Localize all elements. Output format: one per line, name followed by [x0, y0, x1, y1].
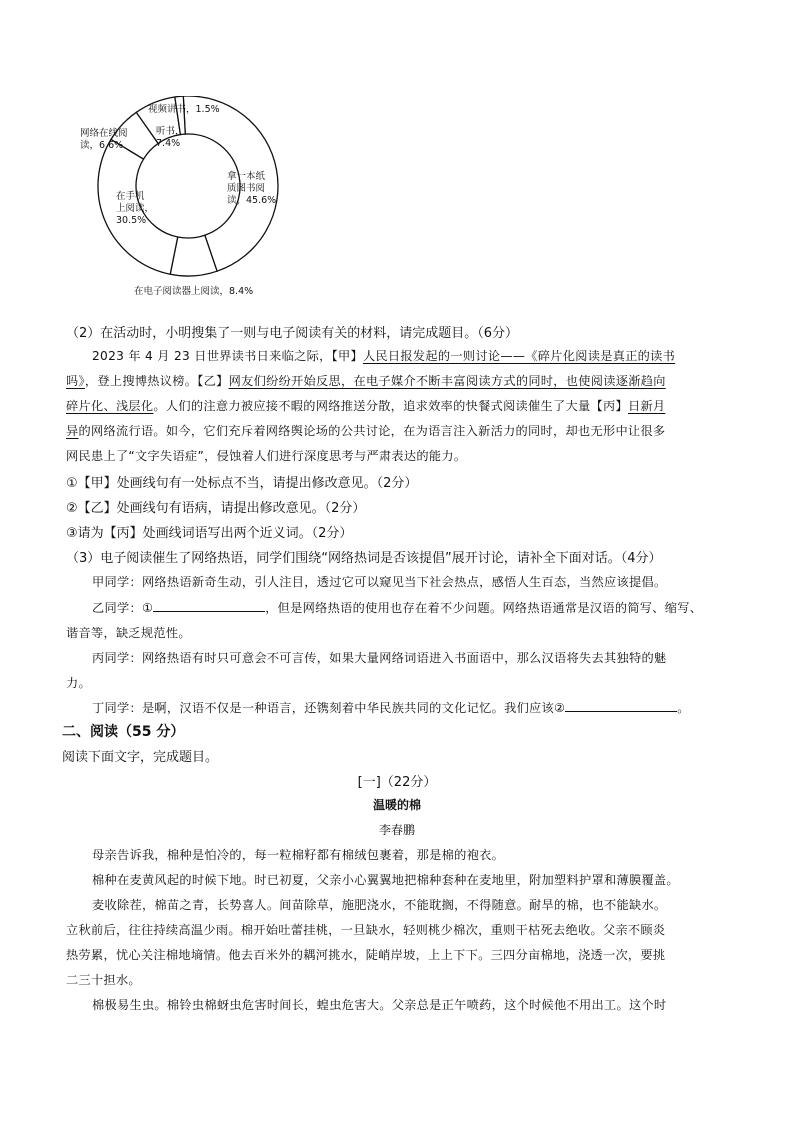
- q2-passage-line: [66, 422, 734, 439]
- donut-label: 在电子阅读器上阅读，8.4%: [134, 286, 254, 297]
- q2-sub1: ①【甲】处画线句有一处标点不当，请提出修改意见。（2分）: [66, 476, 418, 491]
- q2-sub3: ③请为【丙】处画线词语写出两个近义词。（2分）: [66, 526, 353, 541]
- q2-passage-line: 网民患上了“文字失语症”，侵蚀着人们进行深度思考与严肃表达的能力。: [66, 449, 467, 463]
- donut-label: 视频讲书，1.5%: [148, 104, 220, 115]
- article-paragraph: 棉种在麦黄风起的时候下地。时已初夏，父亲小心翼翼地把棉种套种在麦地里，附加塑料护罩和薄膜覆盖。: [92, 873, 679, 887]
- article-paragraph-cont: 立秋前后，往往持续高温少雨。棉开始吐蕾挂桃，一旦缺水，轻则桃少棉次，重则干枯死去绝收。父亲不顾炎: [66, 923, 666, 937]
- q2-jia-underline: 人民日报发起的一则讨论——《碎片化阅读是真正的读书: [362, 349, 676, 363]
- article-author: 李春鹏: [378, 823, 415, 837]
- q2-yi-underline: 碎片化、浅层化: [66, 399, 154, 413]
- q3-ding-end: 。: [677, 701, 690, 715]
- q2-yi-underline: 网友们纷纷开始反思，在电子媒介不断丰富阅读方式的同时，也使阅读逐渐趋向: [228, 374, 666, 388]
- donut-label: 拿一本纸: [227, 171, 266, 182]
- q2-text: ，登上搜博热议榜。【乙】: [84, 374, 229, 388]
- q2-text: 的网络流行语。如今，它们充斥着网络舆论场的公共讨论，在为语言注入新活力的同时，却也无形中让很多: [78, 424, 666, 438]
- article-paragraph-cont: 二三十担水。: [66, 973, 141, 987]
- section-instruction: 阅读下面文字，完成题目。: [62, 750, 219, 765]
- article-paragraph: 母亲告诉我，棉种是怕冷的，每一粒棉籽都有棉绒包裹着，那是棉的袍衣。: [92, 848, 505, 862]
- q2-bing-underline: 异: [66, 424, 79, 438]
- q2-passage-line: [66, 397, 734, 414]
- q2-passage-line: [66, 372, 734, 389]
- article-paragraph-cont: 热劳累，忧心关注棉地墒情。他去百米外的耦河挑水，陡峭岸坡，上上下下。三四分亩棉地，浇透一次，要挑: [66, 948, 666, 962]
- article-title: 温暖的棉: [372, 798, 421, 812]
- answer-blank-1[interactable]: [153, 599, 265, 612]
- donut-label: 上阅读，: [116, 203, 155, 214]
- q3-ding-text: 丁同学：是啊，汉语不仅是一种语言，还镌刻着中华民族共同的文化记忆。我们应该②: [92, 701, 566, 715]
- section-title: 二、阅读（55 分）: [62, 724, 185, 740]
- q2-bing-underline: 日新月: [627, 399, 666, 413]
- reading-methods-donut-chart: [70, 96, 290, 302]
- q2-text: 。人们的注意力被应接不暇的网络推送分散，追求效率的快餐式阅读催生了大量【丙】: [153, 399, 628, 413]
- q2-text: 2023 年 4 月 23 日世界读书日来临之际，【甲】: [92, 349, 363, 363]
- q3-bing: 丙同学：网络热语有时只可意会不可言传，如果大量网络词语进入书面语中，那么汉语将失去其独特的魅: [92, 651, 667, 665]
- donut-label: 听书，: [156, 126, 185, 137]
- q3-ding: [92, 699, 734, 716]
- q3-yi-cont: 谐音等，缺乏规范性。: [66, 626, 191, 640]
- answer-blank-2[interactable]: [565, 699, 677, 712]
- donut-label: 30.5%: [116, 215, 147, 226]
- donut-label: 在手机: [116, 191, 145, 202]
- q2-sub2: ②【乙】处画线句有语病，请提出修改意见。（2分）: [66, 501, 366, 516]
- donut-label: 质图书阅: [227, 183, 266, 194]
- q3-bing-cont: 力。: [66, 676, 91, 690]
- donut-label: 7.4%: [156, 138, 181, 149]
- q3-yi-label: 乙同学：①: [92, 601, 154, 615]
- q3-yi-text: ，但是网络热语的使用也存在着不少问题。网络热语通常是汉语的简写、缩写、: [265, 601, 703, 615]
- article-paragraph: 麦收除茬，棉苗之青，长势喜人。间苗除草，施肥浇水，不能耽搁，不得随意。耐旱的棉，也不能缺水。: [92, 898, 667, 912]
- q3-yi: [92, 599, 734, 616]
- q2-passage-line: [92, 347, 734, 364]
- part-label: [一]（22分）: [357, 775, 437, 790]
- article-paragraph: 棉极易生虫。棉铃虫棉蚜虫危害时间长，蝗虫危害大。父亲总是正午喷药，这个时候他不用出工。这个时: [92, 998, 667, 1012]
- donut-label: 读，45.6%: [227, 195, 277, 206]
- q3-jia: 甲同学：网络热语新奇生动，引人注目，透过它可以窥见当下社会热点，感悟人生百态，当然应该提倡。: [92, 575, 667, 589]
- donut-label: 读，6.6%: [80, 140, 124, 151]
- q3-prompt: （3）电子阅读催生了网络热语，同学们围绕“网络热词是否该提倡”展开讨论，请补全下面对话。（4分）: [66, 551, 662, 566]
- q2-prompt: （2）在活动时，小明搜集了一则与电子阅读有关的材料，请完成题目。（6分）: [66, 326, 519, 341]
- donut-label: 网络在线阅: [80, 128, 128, 139]
- q2-jia-underline: 吗》: [66, 374, 85, 388]
